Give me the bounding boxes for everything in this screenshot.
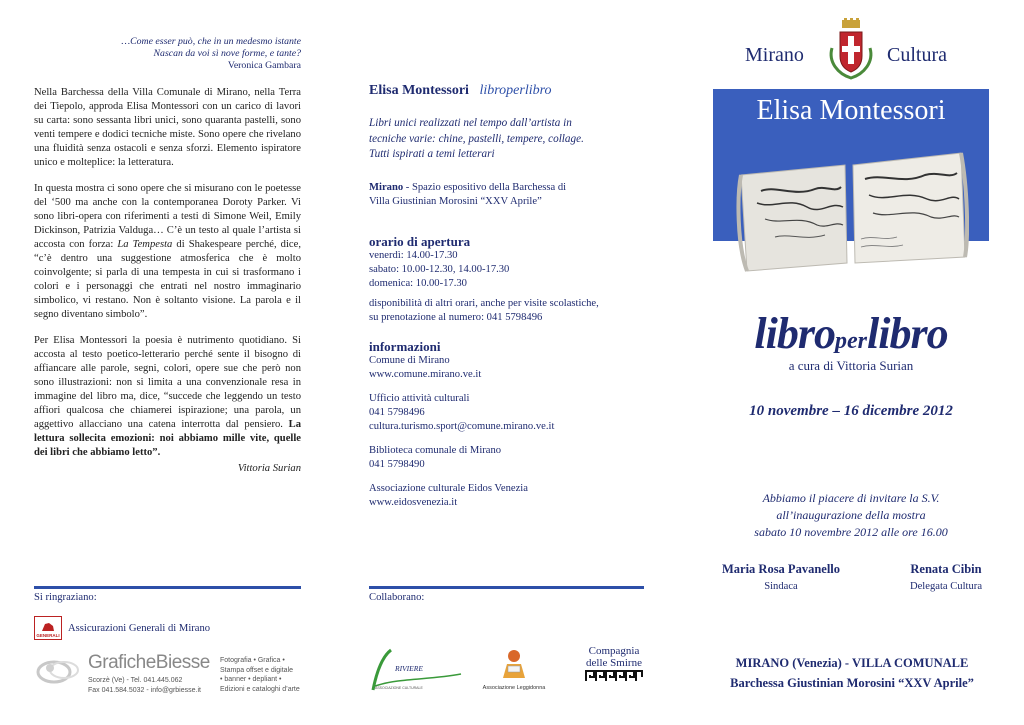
hours-heading: orario di apertura [369,233,471,249]
signatory-name: Maria Rosa Pavanello [721,562,841,576]
exhibition-info [369,84,644,520]
generali-name: Assicurazioni Generali di Mirano [68,622,211,634]
coat-of-arms-icon [826,18,876,82]
artist-name: Elisa Montessori [369,83,469,98]
contact-website[interactable]: www.comune.mirano.ve.it [369,368,482,380]
banner-title: Elisa Montessori [756,95,946,126]
generali-logo [34,616,62,640]
epigraph-author: Veronica Gambara [227,60,301,71]
intro-bold: La lettura sollecita emozioni: noi abbiamo mille vite, quelle dei libri che abbiamo letto”. [34,419,301,458]
hours-line: venerdì: 14.00-17.30 [369,249,458,261]
invitation [713,490,989,541]
contact-eidos [369,482,644,510]
reading-woman-icon [499,648,529,680]
epigraph-line: …Come esser può, che in un medesmo istante [121,36,301,47]
contact-email[interactable]: cultura.turismo.sport@comune.mirano.ve.it [369,420,555,432]
coat-of-arms [826,18,876,82]
exhibition-header [369,84,644,98]
contact-phone: 041 5798490 [369,458,425,470]
smirne-name-2: delle Smirne [586,657,642,669]
intro-text-c: Per Elisa Montessori la poesia è nutrimento quotidiano. Si accosta al testo poetico-letterario perché sente il bisogno di affiancare alle parole, segni, colori, opere sue che però non sono illustrazioni: non si limita a una convenzionale resa in immagine del libro ma, dice, “succede che leggendo un testo affiori qualcosa che chiamerei ispirazione; una parola, un aggettivo allacciano una catena interrotta dal pensiero. [34,335,301,430]
intro-paragraph: Nella Barchessa della Villa Comunale di Mirano, nella Terra dei Tiepolo, approda Elisa Montessori con un carico di lavori su carta: sono sessanta libri unici, sono quaranta pastelli, sono venti tempere e dodici tecniche miste. Sono opere che rivelano una fluidità senza ostacoli e senza sforzi. Elemento ispiratore unico e molteplice: la letteratura. [34,87,301,168]
biesse-logo [34,652,86,692]
signatory-mayor [706,562,856,592]
lion-icon [40,621,56,633]
contact-name: Associazione culturale Eidos Venezia [369,482,528,494]
riviere-logo [369,646,464,694]
leggidonna-name: Associazione Leggidonna [482,685,546,691]
contact-name: Comune di Mirano [369,354,450,366]
biesse-address-line: Scorzè (Ve) - Tel. 041.445.062 [88,677,183,684]
signatory-name: Renata Cibin [910,562,982,576]
info-heading: informazioni [369,338,441,354]
generali-logo-text: GENERALI [36,633,60,638]
venue-line: Villa Giustinian Morosini “XXV Aprile” [369,195,542,207]
intro-paragraph [34,334,301,460]
venue-footer [706,656,998,691]
description-line: Tutti ispirati a temi letterari [369,148,495,160]
signatory-role: Delegata Cultura [909,581,983,592]
biesse-address-line: Fax 041.584.5032 - info@grbiesse.it [88,687,201,694]
open-book-artwork [735,145,969,277]
intro-text-a: In questa mostra ci sono opere che si misurano con le poetesse del ‘500 ma anche con la contemporanea Doroty Parker. Vi sono libri-opera con riferimenti a testi di Simone Weil, Emily Dickinson, Patrizia Valduga… C’è un testo al quale l’artista si accosta con forza: [34,183,301,250]
riviere-subtitle: ASSOCIAZIONE CULTURALE [375,686,423,690]
logo-part: libro [867,309,948,358]
smirne-logo [582,646,646,688]
divider [369,586,644,589]
contact-ufficio [369,392,644,434]
signature: Vittoria Surian [237,463,301,474]
biesse-swirl-icon [34,652,86,692]
biesse-address [88,676,201,696]
signatory-delegate [886,562,1006,592]
hours-line: sabato: 10.00-12.30, 14.00-17.30 [369,263,510,275]
biesse-name: GraficheBiesse [88,652,210,673]
exhibition-dates: 10 novembre – 16 dicembre 2012 [749,403,953,419]
leggidonna-logo [478,648,550,691]
availability-line: su prenotazione al numero: 041 5798496 [369,311,543,323]
header-mirano: Mirano [745,44,804,66]
hours-list [369,249,644,291]
description-line: tecniche varie: chine, pastelli, tempere, collage. [369,132,584,145]
riviere-name: RIVIERE [395,664,423,673]
header-cultura: Cultura [887,44,947,66]
venue-city: Mirano [369,181,404,193]
intro-text [34,86,301,476]
smirne-name-1: Compagnia [588,645,640,657]
collab-label: Collaborano: [369,592,425,603]
intro-text-b: di Shakespeare perché, dice, “c’è dentro una suggestione atmosferica che è molto coinvolgente; si parla di una tempesta in cui si trasformano i colori e i personaggi che entrati nel nostro immaginario simbolico, vi restano. Non è soltanto visione. La parola e il segno diventano simbolo”. [34,239,301,320]
epigraph-line: Nascan da voi sì nove forme, e tante? [153,48,301,59]
venue-footer-line: Barchessa Giustinian Morosini “XXV Aprile” [730,676,974,690]
biesse-service-line: • banner • depliant • [220,676,282,683]
biesse-services [220,656,300,694]
intro-paragraph [34,182,301,322]
epigraph [121,36,301,72]
signatory-role: Sindaca [764,581,798,592]
availability-line: disponibilità di altri orari, anche per visite scolastiche, [369,297,599,309]
biesse-service-line: Stampa offset e digitale [220,666,294,674]
invitation-line: Abbiamo il piacere di invitare la S.V. [762,491,940,505]
curator: a cura di Vittoria Surian [788,358,914,373]
biesse-service-line: Fotografia • Grafica • [220,657,285,664]
contact-phone: 041 5798496 [369,406,425,418]
venue-info [369,181,644,209]
biesse-service-line: Edizioni e cataloghi d’arte [220,685,300,693]
description-line: Libri unici realizzati nel tempo dall’artista in [369,117,572,129]
availability-note [369,297,644,325]
divider [34,586,301,589]
exhibition-logo [713,308,989,359]
exhibition-title: libroperlibro [479,83,552,98]
contact-biblioteca [369,444,644,472]
contact-comune [369,354,644,382]
exhibition-description [369,116,644,163]
generali-sponsor [34,616,210,640]
contact-name: Biblioteca comunale di Mirano [369,444,502,456]
hours-line: domenica: 10.00-17.30 [369,277,467,289]
hero-banner [713,89,989,279]
greek-key-icon [584,669,644,683]
invitation-line: all’inaugurazione della mostra [776,508,926,522]
logo-part: libro [754,309,835,358]
contact-website[interactable]: www.eidosvenezia.it [369,496,458,508]
invitation-line: sabato 10 novembre 2012 alle ore 16.00 [754,525,948,539]
thanks-label: Si ringraziano: [34,592,97,603]
venue-text: - Spazio espositivo della Barchessa di [403,181,567,193]
work-title: La Tempesta [117,239,173,250]
contact-name: Ufficio attività culturali [369,392,470,404]
venue-footer-line: MIRANO (Venezia) - VILLA COMUNALE [735,656,969,670]
logo-part: per [835,328,867,354]
